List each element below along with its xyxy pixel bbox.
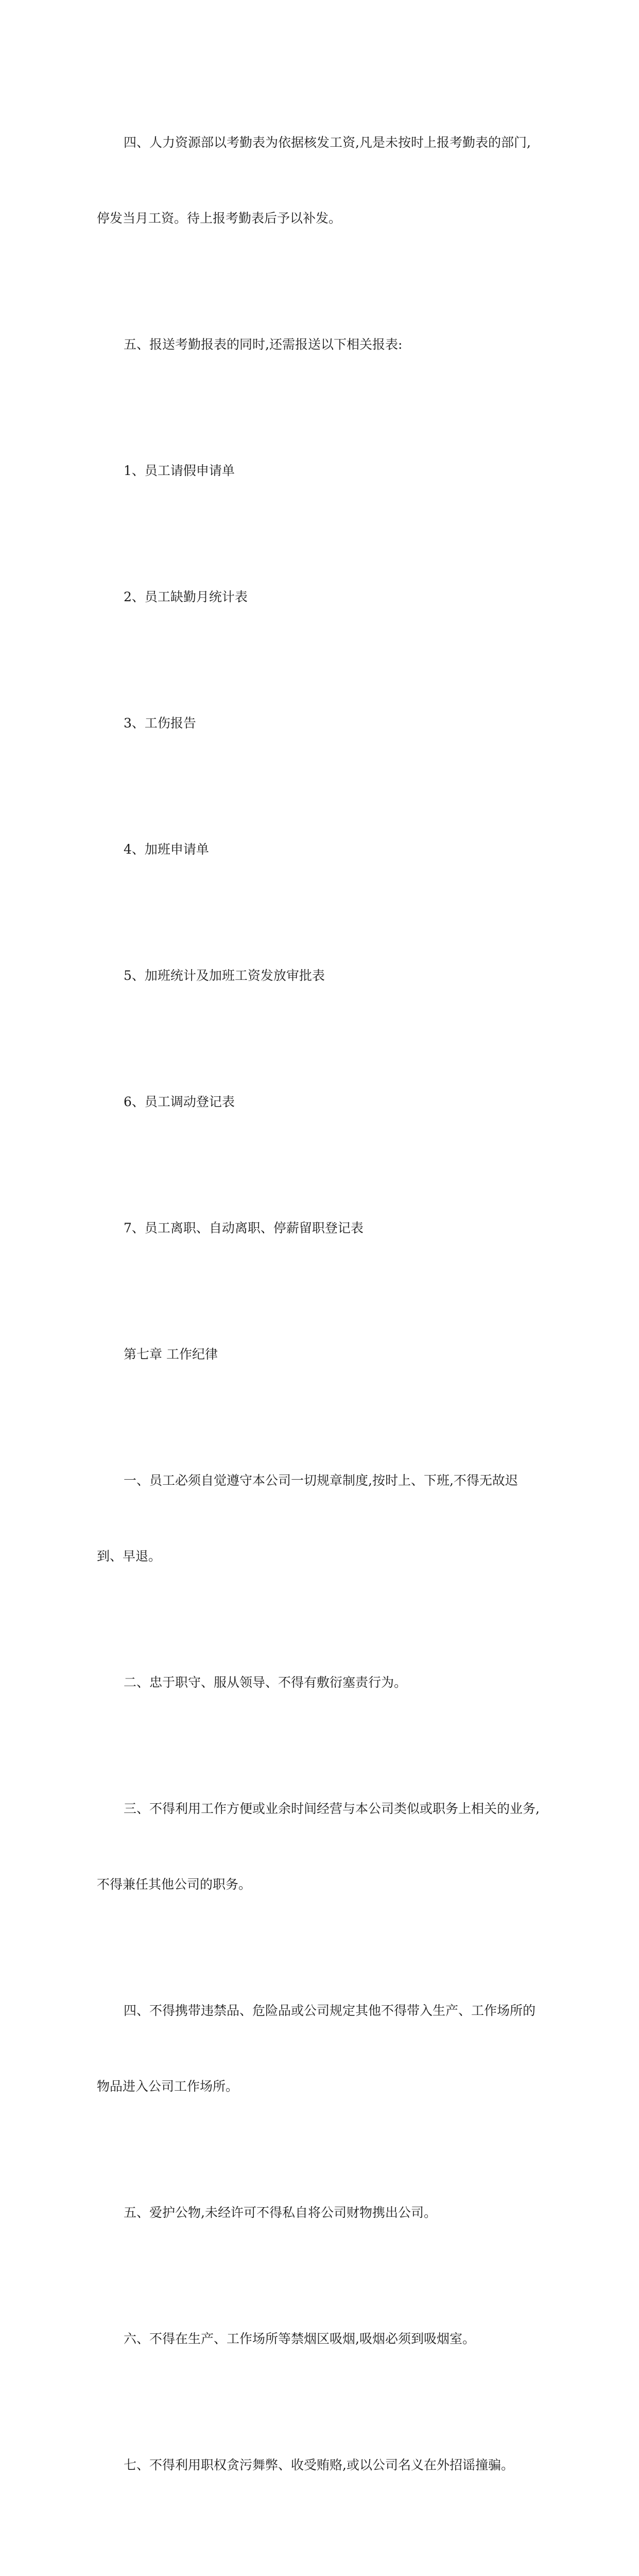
text-line: 7、员工离职、自动离职、停薪留职登记表 [124,1221,364,1235]
list-item-absence-stats [97,534,550,660]
text-line: 一、员工必须自觉遵守本公司一切规章制度,按时上、下班,不得无故迟 [124,1473,518,1488]
list-item-leave-form [97,408,550,534]
text-line: 1、员工请假申请单 [124,463,235,478]
text-line: 第七章 工作纪律 [124,1347,218,1362]
rule-punctuality [97,1417,550,1619]
document-body [97,79,550,2576]
rule-no-games [97,2528,550,2576]
list-item-transfer-form [97,1039,550,1165]
text-line: 3、工伤报告 [124,716,196,731]
text-line: 不得兼任其他公司的职务。 [97,1877,252,1892]
rule-no-smoking [97,2276,550,2402]
list-item-resignation-form [97,1165,550,1291]
text-line: 五、爱护公物,未经许可不得私自将公司财物携出公司。 [124,2205,437,2220]
rule-no-corruption [97,2402,550,2528]
rule-no-contraband [97,1947,550,2149]
text-line: 4、加班申请单 [124,842,209,857]
chapter-heading [97,1291,550,1417]
rule-loyalty [97,1619,550,1745]
text-line: 七、不得利用职权贪污舞弊、收受贿赂,或以公司名义在外招谣撞骗。 [124,2458,514,2472]
rule-protect-property [97,2149,550,2276]
text-line: 三、不得利用工作方便或业余时间经营与本公司类似或职务上相关的业务, [124,1801,540,1816]
list-item-overtime-pay [97,912,550,1039]
list-item-injury-report [97,660,550,786]
text-line: 5、加班统计及加班工资发放审批表 [124,968,325,983]
paragraph-report-list-intro [97,281,550,408]
paragraph-payroll-rule [97,79,550,281]
text-line: 6、员工调动登记表 [124,1094,235,1109]
text-line: 2、员工缺勤月统计表 [124,589,248,604]
list-item-overtime-form [97,786,550,912]
rule-no-side-business [97,1745,550,1947]
text-line: 二、忠于职守、服从领导、不得有敷衍塞责行为。 [124,1675,407,1690]
text-line: 停发当月工资。待上报考勤表后予以补发。 [97,211,342,226]
text-line: 四、人力资源部以考勤表为依据核发工资,凡是未按时上报考勤表的部门, [124,135,531,150]
text-line: 物品进入公司工作场所。 [97,2079,239,2094]
text-line: 到、早退。 [97,1549,162,1564]
text-line: 四、不得携带违禁品、危险品或公司规定其他不得带入生产、工作场所的 [124,2003,536,2018]
text-line: 六、不得在生产、工作场所等禁烟区吸烟,吸烟必须到吸烟室。 [124,2331,475,2346]
text-line: 五、报送考勤报表的同时,还需报送以下相关报表: [124,337,403,352]
